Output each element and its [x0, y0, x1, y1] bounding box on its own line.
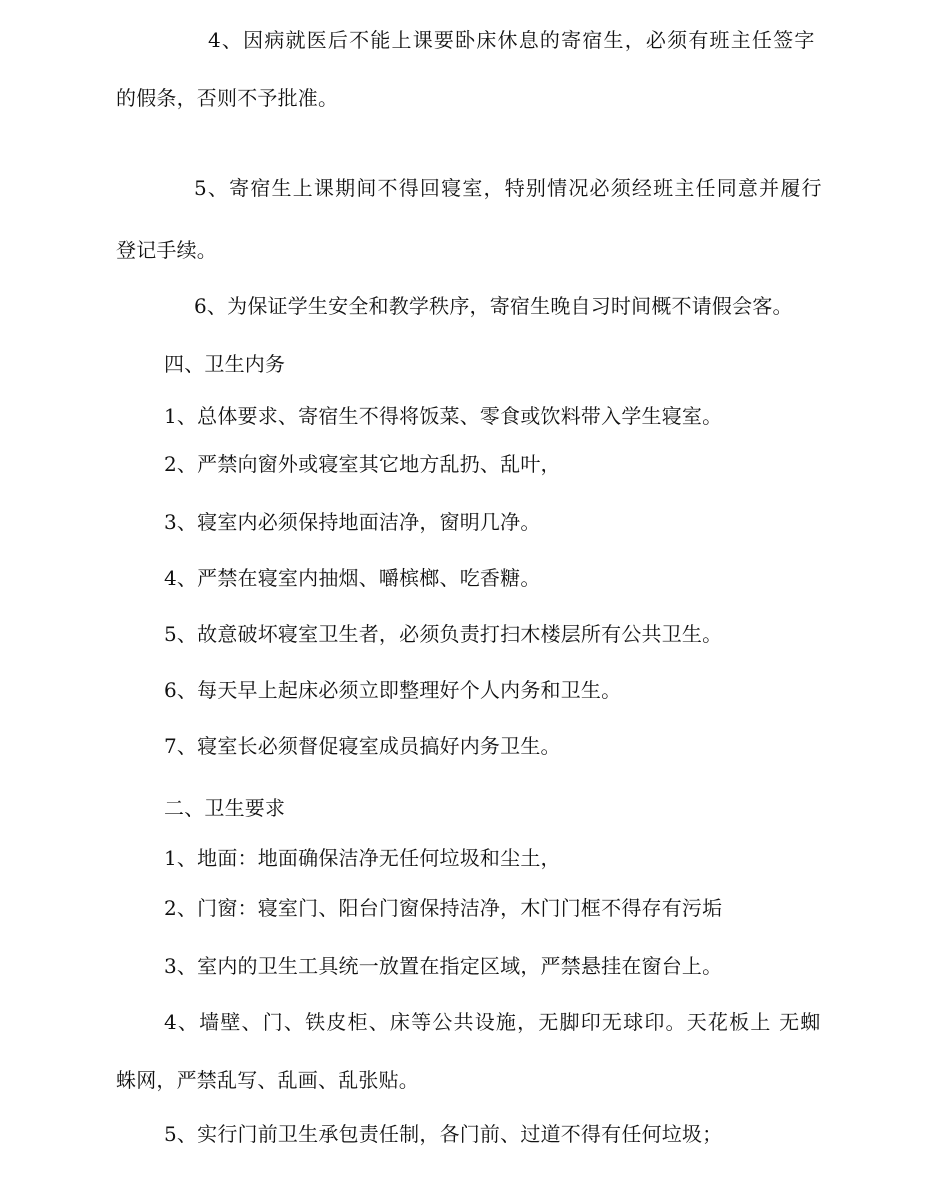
- paragraph-line: 蛛网，严禁乱写、乱画、乱张贴。: [116, 1068, 419, 1092]
- paragraph-line: 5、寄宿生上课期间不得回寝室，特别情况必须经班主任同意并履行: [194, 176, 823, 200]
- list-item: 2、门窗：寝室门、阳台门窗保持洁净，木门门框不得存有污垢: [164, 896, 723, 920]
- list-item: 2、严禁向窗外或寝室其它地方乱扔、乱叶，: [164, 452, 561, 476]
- paragraph-line: 4、因病就医后不能上课要卧床休息的寄宿生，必须有班主任签字: [208, 28, 816, 52]
- paragraph-line: 的假条，否则不予批准。: [116, 86, 339, 110]
- list-item: 3、室内的卫生工具统一放置在指定区域，严禁悬挂在窗台上。: [164, 954, 723, 978]
- section-heading: 四、卫生内务: [164, 352, 286, 376]
- list-item: 4、严禁在寝室内抽烟、嚼槟榔、吃香糖。: [164, 566, 541, 590]
- list-item: 1、总体要求、寄宿生不得将饭菜、零食或饮料带入学生寝室。: [164, 404, 723, 428]
- list-item: 6、每天早上起床必须立即整理好个人内务和卫生。: [164, 678, 622, 702]
- paragraph-line: 登记手续。: [116, 238, 217, 262]
- paragraph-line: 6、为保证学生安全和教学秩序，寄宿生晚自习时间概不请假会客。: [194, 294, 793, 318]
- list-item: 1、地面：地面确保洁净无任何垃圾和尘土，: [164, 846, 561, 870]
- list-item: 5、故意破坏寝室卫生者，必须负责打扫木楼层所有公共卫生。: [164, 622, 723, 646]
- list-item: 3、寝室内必须保持地面洁净，窗明几净。: [164, 510, 541, 534]
- paragraph-line: 4、墙壁、门、铁皮柜、床等公共设施，无脚印无球印。天花板上 无蜘: [164, 1010, 822, 1034]
- section-heading: 二、卫生要求: [164, 796, 286, 820]
- list-item: 5、实行门前卫生承包责任制，各门前、过道不得有任何垃圾；: [164, 1122, 723, 1146]
- list-item: 7、寝室长必须督促寝室成员搞好内务卫生。: [164, 734, 561, 758]
